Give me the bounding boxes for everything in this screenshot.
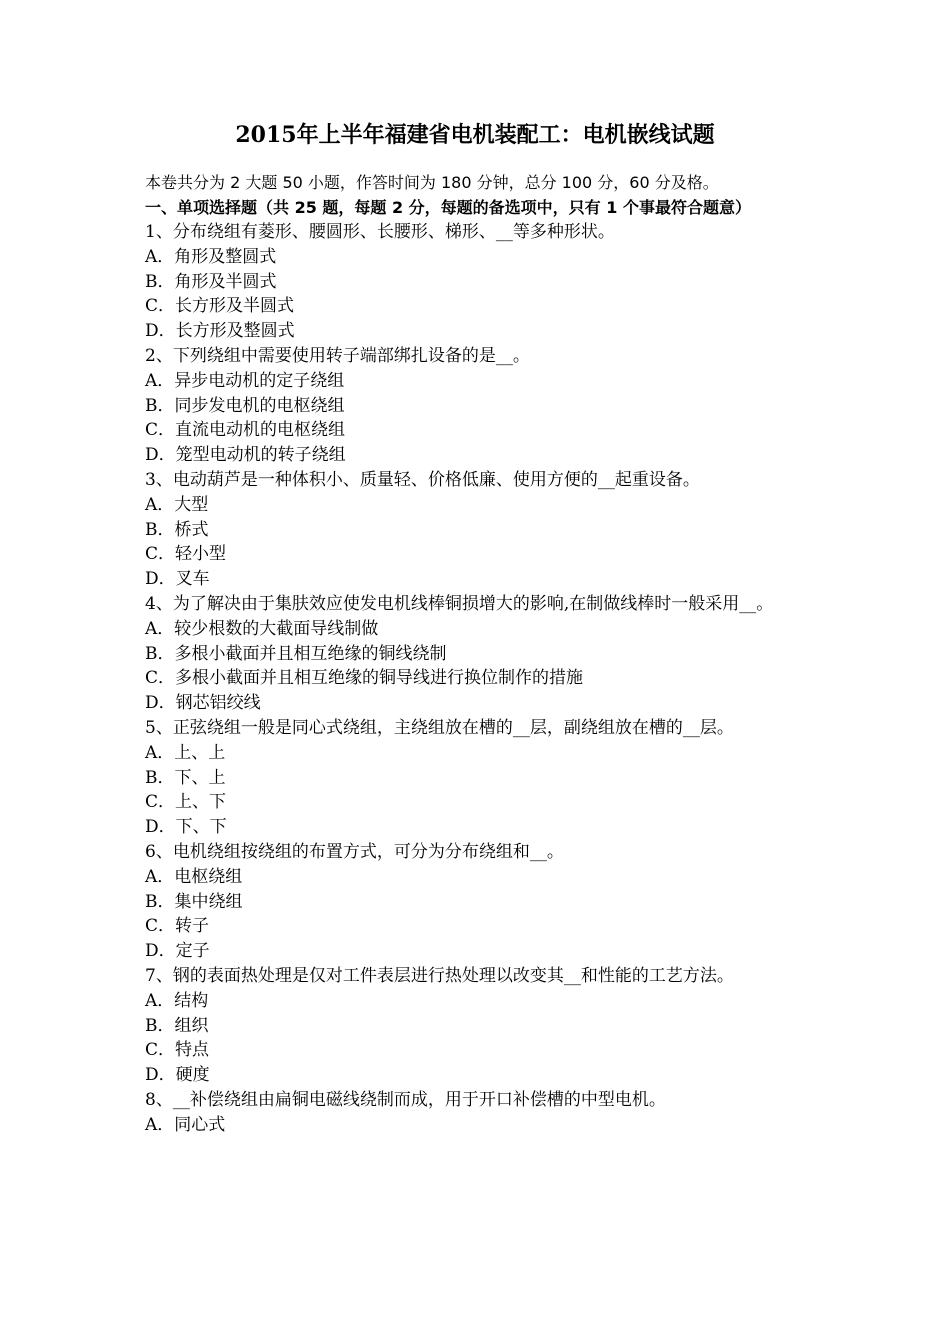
answer-option: D．长方形及整圆式 xyxy=(145,321,295,342)
answer-option: B．组织 xyxy=(145,1015,209,1036)
question-block xyxy=(145,592,815,716)
question-stem: 4、为了解决由于集肤效应使发电机线棒铜损增大的影响,在制做线棒时一般采用__。 xyxy=(145,593,774,614)
answer-option: A．结构 xyxy=(145,990,209,1011)
question-block xyxy=(145,468,815,592)
answer-option: C．特点 xyxy=(145,1040,210,1061)
answer-option: B．同步发电机的电枢绕组 xyxy=(145,395,345,416)
answer-option: D．下、下 xyxy=(145,817,227,838)
answer-option: D．钢芯铝绞线 xyxy=(145,693,261,714)
answer-option: A．同心式 xyxy=(145,1114,226,1135)
answer-option: A．较少根数的大截面导线制做 xyxy=(145,618,379,639)
answer-option: B．桥式 xyxy=(145,519,209,540)
question-block xyxy=(145,840,815,964)
question-block xyxy=(145,1088,815,1138)
answer-option: C．多根小截面并且相互绝缘的铜导线进行换位制作的措施 xyxy=(145,668,584,689)
exam-intro: 本卷共分为 2 大题 50 小题，作答时间为 180 分钟，总分 100 分，60 分及格。 xyxy=(145,173,719,192)
answer-option: D．叉车 xyxy=(145,569,210,590)
question-stem: 1、分布绕组有菱形、腰圆形、长腰形、梯形、__等多种形状。 xyxy=(145,222,615,242)
answer-option: A．上、上 xyxy=(145,742,226,763)
question-stem: 6、电机绕组按绕组的布置方式，可分为分布绕组和__。 xyxy=(145,841,564,862)
answer-option: A．大型 xyxy=(145,494,209,515)
document-body xyxy=(145,170,815,1137)
question-stem: 5、正弦绕组一般是同心式绕组，主绕组放在槽的__层，副绕组放在槽的__层。 xyxy=(145,717,734,738)
answer-option: A．角形及整圆式 xyxy=(145,246,277,267)
answer-option: A．电枢绕组 xyxy=(145,866,243,887)
answer-option: D．硬度 xyxy=(145,1065,210,1086)
answer-option: C．轻小型 xyxy=(145,544,227,565)
question-stem: 7、钢的表面热处理是仅对工件表层进行热处理以改变其__和性能的工艺方法。 xyxy=(145,965,734,986)
answer-option: C．转子 xyxy=(145,916,210,937)
answer-option: C．长方形及半圆式 xyxy=(145,296,295,317)
question-block xyxy=(145,716,815,840)
answer-option: B．多根小截面并且相互绝缘的铜线绕制 xyxy=(145,643,447,664)
answer-option: B．集中绕组 xyxy=(145,891,243,912)
question-stem: 3、电动葫芦是一种体积小、质量轻、价格低廉、使用方便的__起重设备。 xyxy=(145,469,700,490)
section-heading: 一、单项选择题（共 25 题，每题 2 分，每题的备选项中，只有 1 个事最符合题意） xyxy=(145,198,751,217)
question-block xyxy=(145,344,815,468)
answer-option: D．笼型电动机的转子绕组 xyxy=(145,445,346,466)
answer-option: A．异步电动机的定子绕组 xyxy=(145,370,345,391)
answer-option: C．直流电动机的电枢绕组 xyxy=(145,420,346,441)
document-title: 2015年上半年福建省电机装配工：电机嵌线试题 xyxy=(235,122,715,148)
answer-option: B．角形及半圆式 xyxy=(145,271,277,292)
question-block xyxy=(145,220,815,344)
question-block xyxy=(145,964,815,1088)
question-stem: 8、__补偿绕组由扁铜电磁线绕制而成，用于开口补偿槽的中型电机。 xyxy=(145,1089,666,1110)
answer-option: B．下、上 xyxy=(145,767,226,788)
answer-option: D．定子 xyxy=(145,941,210,962)
question-stem: 2、下列绕组中需要使用转子端部绑扎设备的是__。 xyxy=(145,345,530,366)
answer-option: C．上、下 xyxy=(145,792,227,813)
